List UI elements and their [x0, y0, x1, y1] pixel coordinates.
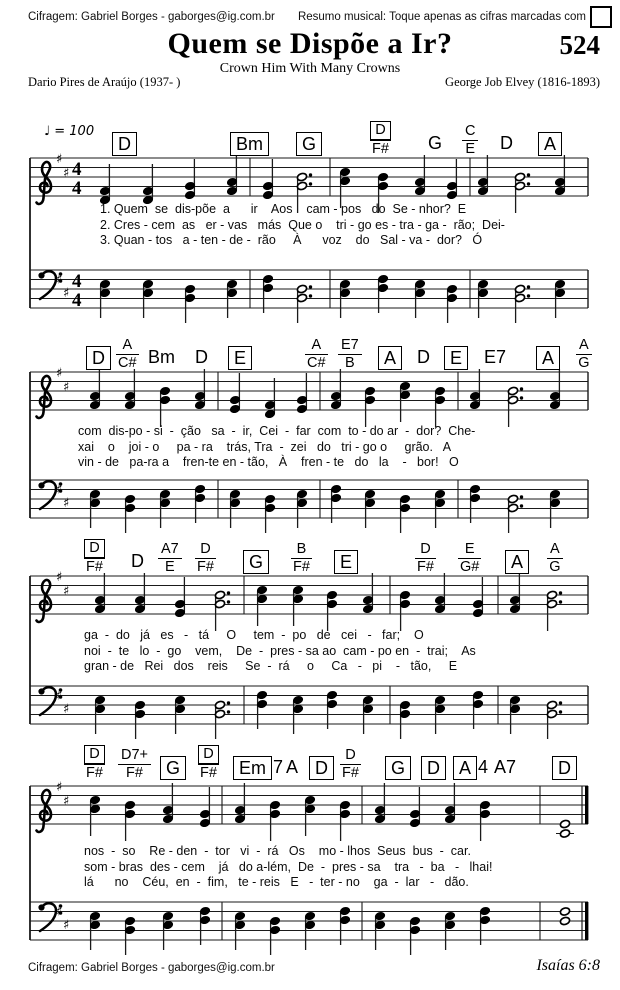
svg-text:4: 4: [72, 271, 82, 292]
chord-symbol: A7: [494, 757, 517, 777]
chord-symbol: E G#: [460, 541, 480, 575]
chord-symbol: D F#: [417, 541, 434, 575]
chord-symbol: Bm: [230, 132, 269, 156]
svg-text:♯: ♯: [63, 918, 70, 933]
lyric-line: lá no Céu, en - fim, te - reis E - ter - no ga - lar - dão.: [84, 875, 469, 889]
arranger-credit-top: Cifragem: Gabriel Borges - gaborges@ig.com.br: [28, 11, 275, 23]
chord-symbol: D: [86, 346, 111, 370]
chord-symbol: D: [421, 756, 446, 780]
chord-symbol: D7+ F#: [118, 748, 151, 780]
chord-symbol: Bm: [148, 347, 175, 367]
chord-symbol: Em 7: [233, 756, 283, 780]
chord-symbol: A C#: [118, 337, 137, 371]
chord-row-2: [0, 326, 620, 372]
svg-text:♯: ♯: [56, 366, 63, 381]
hymn-number: 524: [559, 30, 600, 60]
lyric-line: 1. Quem se dis-põe a ir Aos cam - pos do Se - nhor? E: [100, 202, 467, 216]
svg-text:♯: ♯: [63, 794, 70, 809]
svg-text:♯: ♯: [63, 286, 70, 301]
lyric-line: noi - te lo - go vem, De - pres - sa ao cam - po en - trai; As: [84, 643, 476, 658]
chord-symbol: C E: [462, 124, 478, 156]
chord-symbol: E: [228, 346, 252, 370]
chord-symbol: A: [505, 550, 529, 574]
chord-symbol: A 4: [453, 756, 488, 780]
lyrics-block-3: [84, 628, 476, 675]
chord-symbol: E: [334, 550, 358, 574]
lyric-line: ga - do já es - tá O tem - po de cei - far; O: [84, 628, 424, 642]
chord-symbol: A: [378, 346, 402, 370]
chord-symbol: D: [417, 347, 430, 367]
chord-symbol: A: [286, 757, 299, 777]
chord-row-3: [0, 530, 620, 576]
chord-row-1: [0, 112, 620, 158]
scripture-reference: Isaías 6:8: [536, 957, 600, 974]
chord-symbol: D: [500, 133, 513, 153]
svg-text:♯: ♯: [56, 570, 63, 585]
lyric-line: 3. Quan - tos a - ten - de - rão À voz do Sal - va - dor? Ó: [100, 233, 483, 247]
chord-symbol: A: [538, 132, 562, 156]
lyric-line: gran - de Rei dos reis Se - rá o Ca - pi - tão, E: [84, 659, 458, 673]
lyrics-block-2: [78, 424, 475, 471]
lyric-line: com dis-po - si - ção sa - ir, Cei - far com to - do ar - dor? Che-: [78, 424, 476, 438]
chord-symbol: D: [131, 551, 144, 571]
arranger-credit-bottom: Cifragem: Gabriel Borges - gaborges@ig.com.br: [28, 962, 275, 974]
chord-symbol: D: [309, 756, 334, 780]
chord-symbol: G: [428, 133, 443, 153]
svg-text:♯: ♯: [56, 152, 63, 167]
svg-text:♯: ♯: [63, 166, 70, 181]
svg-text:4: 4: [72, 178, 82, 199]
chord-symbol: A G: [576, 338, 592, 370]
lyrics-block-4: [84, 844, 492, 891]
svg-text:♯: ♯: [63, 496, 70, 511]
composer-name: George Job Elvey (1816-1893): [445, 75, 600, 89]
chord-symbol: G: [160, 756, 186, 780]
lyric-line: 2. Cres - cem as er - vas más Que o tri - go es - tra - ga - rão; Dei-: [100, 217, 505, 232]
lyric-line: som - bras des - cem já do a-lém, De - pres - sa tra - ba - lhai!: [84, 859, 493, 874]
chord-symbol: G: [296, 132, 322, 156]
chord-symbol: D F#: [342, 747, 359, 781]
hymn-title: Quem se Dispõe a Ir?: [167, 27, 453, 60]
chord-symbol: A C#: [307, 337, 326, 371]
music-summary-note: Resumo musical: Toque apenas as cifras marcadas com: [297, 11, 586, 23]
svg-text:4: 4: [72, 159, 82, 180]
chord-row-4: [0, 736, 620, 782]
svg-text:♯: ♯: [56, 272, 63, 288]
lyricist-name: Dario Pires de Araújo (1937- ): [28, 75, 181, 89]
chord-symbol: D F#: [372, 122, 389, 157]
chord-symbol: A: [536, 346, 560, 370]
chord-symbol: D: [552, 756, 577, 780]
svg-text:♯: ♯: [63, 702, 70, 717]
chord-symbol: D: [195, 347, 208, 367]
tempo-marking: ♩ = 100: [44, 124, 95, 139]
lyrics-block-1: [100, 202, 505, 249]
chord-symbol: A7 E: [158, 542, 182, 574]
chord-symbol: E: [444, 346, 468, 370]
chord-symbol: B F#: [293, 541, 310, 575]
chord-symbol: E7 B: [338, 338, 362, 370]
svg-text:♯: ♯: [56, 780, 63, 795]
chord-symbol: G: [385, 756, 411, 780]
svg-text:4: 4: [72, 290, 82, 311]
hymn-subtitle: Crown Him With Many Crowns: [219, 61, 401, 76]
chord-symbol: D F#: [86, 746, 103, 781]
chord-symbol: D F#: [86, 540, 103, 575]
svg-text:♯: ♯: [63, 584, 70, 599]
chord-symbol: D: [112, 132, 137, 156]
lyric-line: vin - de pa-ra a fren-te en - tão, À fren - te do la - bor! O: [78, 455, 459, 469]
chord-symbol: D F#: [200, 746, 217, 781]
lyric-line: nos - so Re - den - tor vi - rá Os mo - lhos Seus bus - car.: [84, 844, 471, 858]
svg-text:♯: ♯: [56, 688, 63, 704]
svg-text:♯: ♯: [63, 380, 70, 395]
svg-text:♯: ♯: [56, 482, 63, 498]
chord-symbol: E7: [484, 347, 507, 367]
chord-symbol: A G: [547, 542, 563, 574]
chord-symbol: G: [243, 550, 269, 574]
chord-symbol: D F#: [197, 541, 214, 575]
lyric-line: xai o joi - o pa - ra trás, Tra - zei do tri - go o grão. A: [78, 439, 452, 454]
svg-text:♯: ♯: [56, 904, 63, 920]
